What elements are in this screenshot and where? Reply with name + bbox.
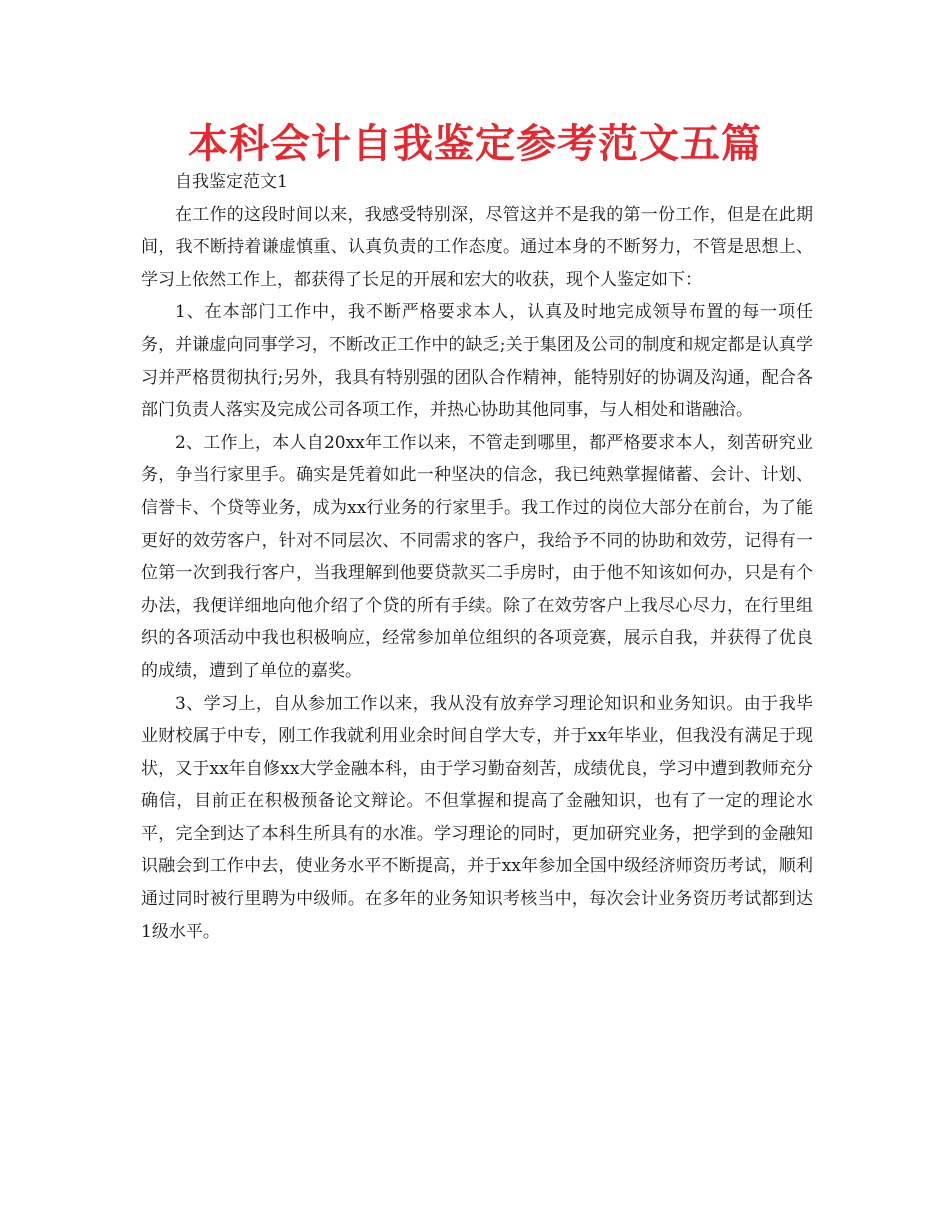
document-title: 本科会计自我鉴定参考范文五篇 <box>188 121 762 167</box>
section-heading: 自我鉴定范文1 <box>175 172 288 192</box>
document-body <box>141 166 813 948</box>
paragraph-item-2: 2、工作上，本人自20xx年工作以来，不管走到哪里，都严格要求本人，刻苦研究业务，争当行家里手。确实是凭着如此一种坚决的信念，我已纯熟掌握储蓄、会计、计划、信誉卡、个贷等业务，成为xx行业务的行家里手。我工作过的岗位大部分在前台，为了能更好的效劳客户，针对不同层次、不同需求的客户，我给予不同的协助和效劳，记得有一位第一次到我行客户，当我理解到他要贷款买二手房时，由于他不知该如何办，只是有个办法，我便详细地向他介绍了个贷的所有手续。除了在效劳客户上我尽心尽力，在行里组织的各项活动中我也积极响应，经常参加单位组织的各项竞赛，展示自我，并获得了优良的成绩，遭到了单位的嘉奖。 <box>141 432 813 681</box>
paragraph-item-3: 3、学习上，自从参加工作以来，我从没有放弃学习理论知识和业务知识。由于我毕业财校属于中专，刚工作我就利用业余时间自学大专，并于xx年毕业，但我没有满足于现状，又于xx年自修xx大学金融本科，由于学习勤奋刻苦，成绩优良，学习中遭到教师充分确信，目前正在积极预备论文辩论。不但掌握和提高了金融知识，也有了一定的理论水平，完全到达了本科生所具有的水准。学习理论的同时，更加研究业务，把学到的金融知识融会到工作中去，使业务水平不断提高，并于xx年参加全国中级经济师资历考试，顺利通过同时被行里聘为中级师。在多年的业务知识考核当中，每次会计业务资历考试都到达1级水平。 <box>141 693 813 942</box>
paragraph-item-1: 1、在本部门工作中，我不断严格要求本人，认真及时地完成领导布置的每一项任务，并谦虚向同事学习，不断改正工作中的缺乏;关于集团及公司的制度和规定都是认真学习并严格贯彻执行;另外，我具有特别强的团队合作精神，能特别好的协调及沟通，配合各部门负责人落实及完成公司各项工作，并热心协助其他同事，与人相处和谐融洽。 <box>141 302 813 421</box>
paragraph-intro: 在工作的这段时间以来，我感受特别深，尽管这并不是我的第一份工作，但是在此期间，我不断持着谦虚慎重、认真负责的工作态度。通过本身的不断努力，不管是思想上、学习上依然工作上，都获得了长足的开展和宏大的收获，现个人鉴定如下： <box>141 204 813 290</box>
